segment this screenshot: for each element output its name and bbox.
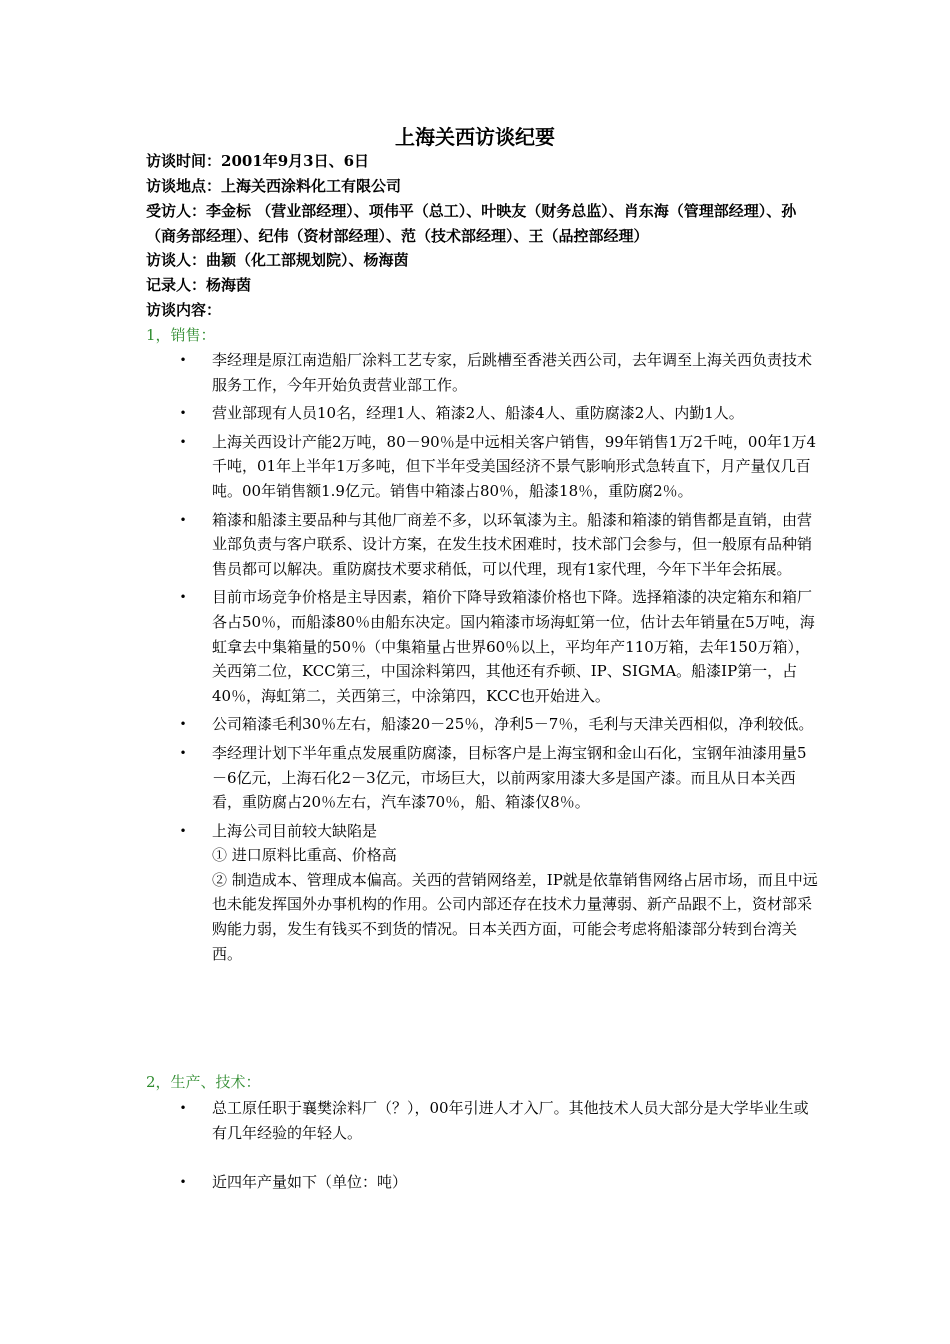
interview-place: 访谈地点：上海关西涂料化工有限公司 <box>146 177 402 195</box>
recorder: 记录人：杨海茵 <box>146 276 252 294</box>
document-title: 上海关西访谈纪要 <box>395 125 555 149</box>
bullet-icon: • <box>179 1101 187 1115</box>
list-item-text: 目前市场竞争价格是主导因素，箱价下降导致箱漆价格也下降。选择箱漆的决定箱东和箱厂各占50％，而船漆80％由船东决定。国内箱漆市场海虹第一位，估计去年销量在5万吨，海虹拿去中集箱量的50％（中集箱量占世界60％以上，平均年产110万箱，去年150万箱），关西第二位，KCC第三，中国涂料第四，其他还有乔顿、IP、SIGMA。船漆IP第一，占40％，海虹第二，关西第三，中涂第四，KCC也开始进入。 <box>212 588 815 705</box>
bullet-icon: • <box>179 823 187 838</box>
list-item <box>178 712 818 737</box>
list-item-text: 上海公司目前较大缺陷是 <box>212 821 378 840</box>
list-item-text: 箱漆和船漆主要品种与其他厂商差不多，以环氧漆为主。船漆和箱漆的销售都是直销，由营业部负责与客户联系、设计方案，在发生技术困难时，技术部门会参与，但一般原有品种销售员都可以解决。重防腐技术要求稍低，可以代理，现有1家代理，今年下半年会拓展。 <box>212 510 813 578</box>
list-item-text: 公司箱漆毛利30％左右，船漆20－25％，净利5－7％，毛利与天津关西相似，净利较低。 <box>212 715 814 734</box>
list-item-text: 李经理计划下半年重点发展重防腐漆，目标客户是上海宝钢和金山石化，宝钢年油漆用量5－6亿元，上海石化2－3亿元，市场巨大，以前两家用漆大多是国产漆。而且从日本关西看，重防腐占20％左右，汽车漆70％，船、箱漆仅8％。 <box>212 743 807 812</box>
bullet-icon: • <box>179 745 187 760</box>
interviewers: 访谈人：曲颖（化工部规划院）、杨海茵 <box>146 251 409 269</box>
sub-point-1: ① 进口原料比重高、价格高 <box>212 846 397 865</box>
list-item <box>178 819 818 967</box>
list-item-text: 上海关西设计产能2万吨，80－90％是中远相关客户销售，99年销售1万2千吨，00年1万4千吨，01年上半年1万多吨，但下半年受美国经济不景气影响形式急转直下，月产量仅几百吨。00年销售额1.9亿元。销售中箱漆占80％，船漆18％，重防腐2％。 <box>212 432 817 500</box>
list-item <box>178 1096 818 1145</box>
list-item <box>178 741 818 815</box>
bullet-icon: • <box>179 512 187 527</box>
list-item <box>178 348 818 397</box>
list-item <box>178 585 818 708</box>
list-item <box>178 430 818 504</box>
sales-bullet-list <box>178 348 818 970</box>
list-item-text: 近四年产量如下（单位：吨） <box>212 1173 408 1191</box>
interview-time: 访谈时间：2001年9月3日、6日 <box>146 152 370 170</box>
bullet-icon: • <box>179 717 187 732</box>
bullet-icon: • <box>179 406 187 421</box>
section-heading-production: 2，生产、技术： <box>146 1073 261 1091</box>
production-bullet-list <box>178 1096 818 1149</box>
bullet-icon: • <box>179 1175 187 1189</box>
bullet-icon: • <box>179 353 187 367</box>
list-item-text: 李经理是原江南造船厂涂料工艺专家，后跳槽至香港关西公司，去年调至上海关西负责技术服务工作，今年开始负责营业部工作。 <box>212 351 813 394</box>
bullet-icon: • <box>179 434 187 449</box>
list-item <box>178 1170 818 1195</box>
sub-point-2: ② 制造成本、管理成本偏高。关西的营销网络差，IP就是依靠销售网络占居市场，而且中远也未能发挥国外办事机构的作用。公司内部还存在技术力量薄弱、新产品跟不上，资材部采购能力弱，发生有钱买不到货的情况。日本关西方面，可能会考虑将船漆部分转到台湾关西。 <box>212 870 818 963</box>
bullet-icon: • <box>179 590 187 605</box>
list-item <box>178 508 818 582</box>
content-label: 访谈内容： <box>146 301 222 319</box>
production-bullet-list-2 <box>178 1170 818 1199</box>
section-heading-sales: 1，销售： <box>146 326 216 344</box>
list-item-text: 总工原任职于襄樊涂料厂（？），00年引进人才入厂。其他技术人员大部分是大学毕业生或有几年经验的年轻人。 <box>212 1099 809 1142</box>
list-item-text: 营业部现有人员10名，经理1人、箱漆2人、船漆4人、重防腐漆2人、内勤1人。 <box>212 404 744 423</box>
list-item <box>178 401 818 426</box>
interviewees: 受访人：李金标 （营业部经理）、项伟平（总工）、叶映友（财务总监）、肖东海（管理部经理）、孙（商务部经理）、纪伟（资材部经理）、范（技术部经理）、王（品控部经理） <box>146 202 797 245</box>
